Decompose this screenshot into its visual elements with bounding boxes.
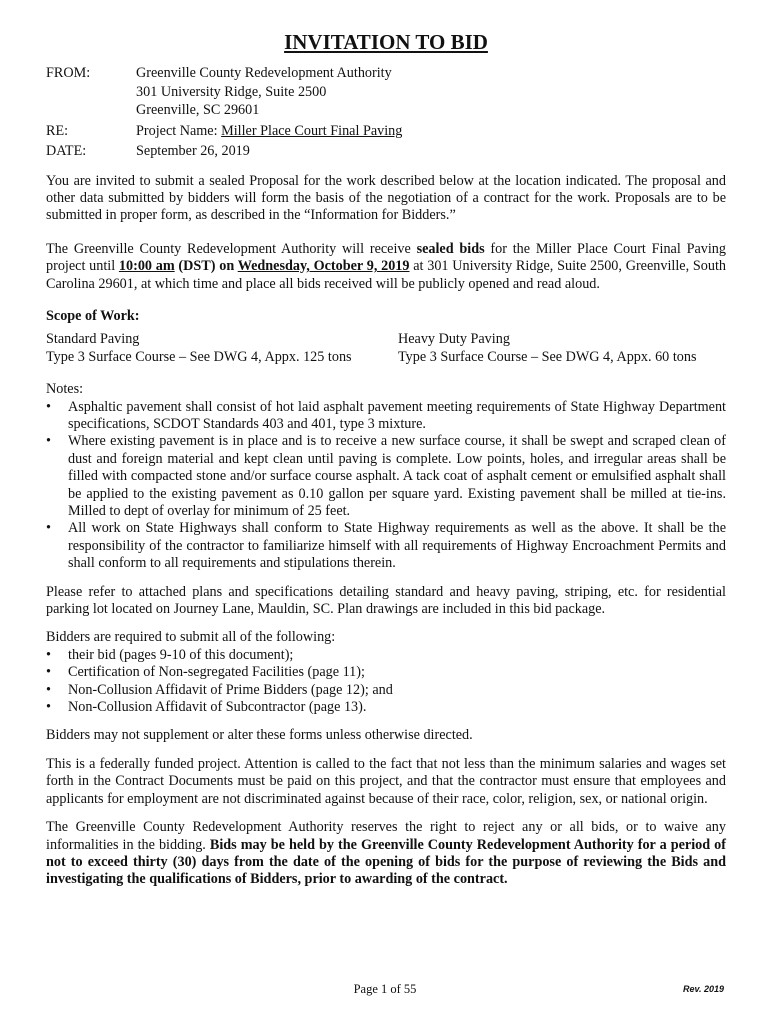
date-row [46, 142, 726, 161]
from-line: 301 University Ridge, Suite 2500 [136, 83, 327, 100]
re-project-name: Miller Place Court Final Paving [221, 122, 403, 139]
federal-paragraph: This is a federally funded project. Attention is called to the fact that not less than the minimum salaries and wages set forth in the Contract Documents must be paid on this project, and that the contractor must ensure that employees and applicants for employment are not discriminated against because of their race, color, religion, sex, or national origin. [46, 755, 726, 807]
required-list [46, 647, 726, 717]
from-row [46, 64, 726, 120]
re-label: RE: [46, 122, 69, 139]
re-row [46, 122, 726, 141]
list-item: • Non-Collusion Affidavit of Subcontractor (page 13). [46, 699, 367, 716]
list-item: • Where existing pavement is in place and is to receive a new surface course, it shall be swept and scraped clean of dust and foreign material and kept clean until paving is complete. Low points, holes, and irregular areas shall be filled with compacted stone and/or surface course asphalt. A tack coat of asphalt cement or emulsified asphalt shall be applied to the existing pavement as 0.10 gallon per square yard. Existing pavement shall be milled at tie-ins. Milled to dept of overlay for minimum of 25 feet. [46, 433, 726, 519]
intro-paragraph: You are invited to submit a sealed Proposal for the work described below at the location indicated. The proposal and other data submitted by bidders will form the basis of the negotiation of a contract for the work. Proposals are to be submitted in proper form, as described in the “Information for Bidders.” [46, 172, 726, 224]
heavy-duty-paving: Heavy Duty Paving Type 3 Surface Course – See DWG 4, Appx. 60 tons [398, 331, 697, 365]
page-number: Page 1 of 55 [353, 982, 417, 996]
list-item: • Non-Collusion Affidavit of Prime Bidders (page 12); and [46, 681, 393, 698]
sealed-bids-text: sealed bids [416, 240, 485, 257]
from-line: Greenville County Redevelopment Authority [136, 65, 392, 81]
list-item: • All work on State Highways shall conform to State Highway requirements as well as the above. It shall be the responsibility of the contractor to familiarize himself with all requirements of Highway Encroachment Permits and shall conform to all requirements and stipulations therein. [46, 520, 726, 572]
notes-list [46, 399, 726, 573]
reserve-paragraph: The Greenville County Redevelopment Authority reserves the right to reject any or all bids, or to waive any informalities in the bidding. Bids may be held by the Greenville County Redevelopment Authority for a period of not to exceed thirty (30) days from the date of the opening of bids for the purpose of reviewing the Bids and investigating the qualifications of Bidders, prior to awarding of the contract. [46, 819, 727, 888]
list-item: • Asphaltic pavement shall consist of hot laid asphalt pavement meeting requirements of State Highway Department specifications, SCDOT Standards 403 and 401, type 3 mixture. [46, 398, 726, 432]
from-address [136, 64, 726, 120]
revision-label: Rev. 2019 [682, 984, 724, 994]
from-label: FROM: [46, 65, 91, 81]
receive-paragraph: The Greenville County Redevelopment Authority will receive sealed bids for the Miller Place Court Final Paving project until 10:00 am (DST) on Wednesday, October 9, 2019 at 301 University Ridge, Suite 2500, Greenville, South Carolina 29601, at which time and place all bids received will be publicly opened and read aloud. [46, 240, 726, 292]
no-supplement-paragraph: Bidders may not supplement or alter these forms unless otherwise directed. [46, 727, 473, 744]
bid-date: Wednesday, October 9, 2019 [237, 258, 410, 275]
bid-time: 10:00 am [118, 258, 175, 275]
scope-title: Scope of Work: [46, 307, 140, 324]
bid-hold-terms: Bids may be held by the Greenville County Redevelopment Authority for a period of not to exceed thirty (30) days from the date of the opening of bids for the purpose of reviewing the Bids and investigating the qualifications of Bidders, prior to awarding of the contract. [46, 836, 727, 888]
refer-paragraph: Please refer to attached plans and specifications detailing standard and heavy paving, striping, etc. for residential parking lot located on Journey Lane, Mauldin, SC. Plan drawings are included in this bid package. [46, 583, 726, 618]
page-title: INVITATION TO BID [284, 30, 488, 54]
document-page [46, 30, 726, 889]
notes-title: Notes: [46, 381, 84, 398]
from-line: Greenville, SC 29601 [136, 102, 260, 118]
date-value: September 26, 2019 [136, 143, 250, 159]
list-item: • Certification of Non-segregated Facilities (page 11); [46, 664, 365, 681]
scope-columns [46, 331, 726, 366]
re-prefix: Project Name: [136, 122, 222, 139]
standard-paving: Standard Paving Type 3 Surface Course – See DWG 4, Appx. 125 tons [46, 331, 352, 365]
required-title: Bidders are required to submit all of the following: [46, 629, 336, 646]
date-label: DATE: [46, 143, 87, 159]
list-item: • their bid (pages 9-10 of this document); [46, 646, 294, 663]
